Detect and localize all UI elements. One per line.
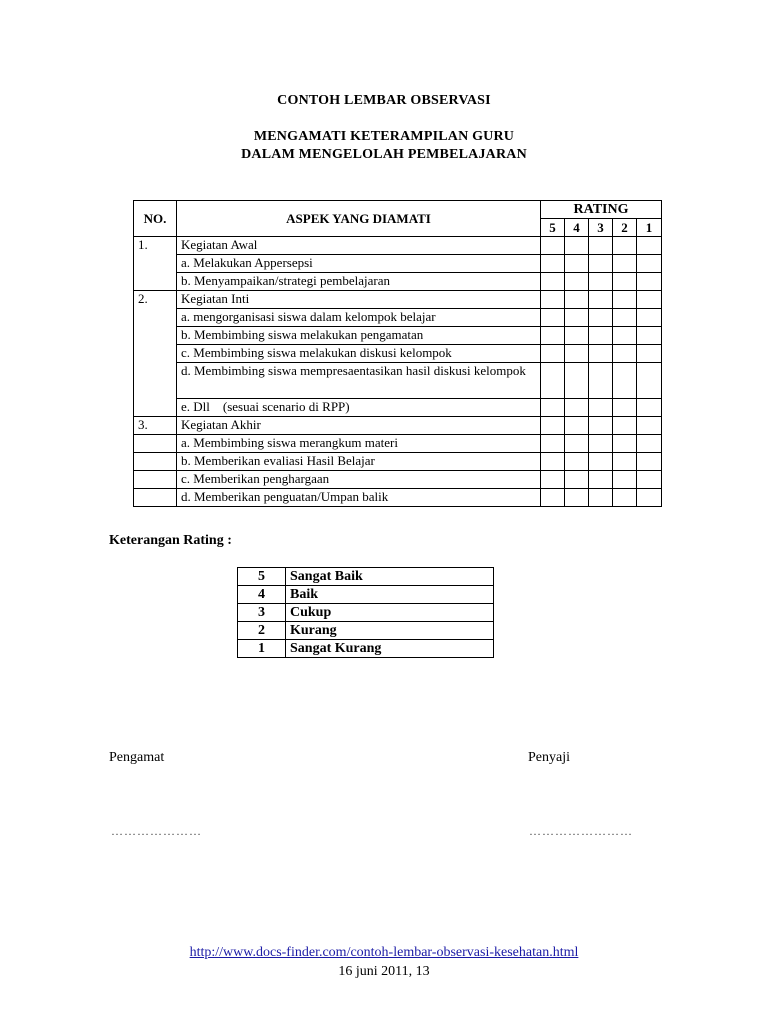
rating-cell[interactable]	[565, 327, 589, 345]
rating-cell[interactable]	[589, 309, 613, 327]
rating-cell[interactable]	[565, 489, 589, 507]
rating-cell[interactable]	[589, 471, 613, 489]
document-subtitle-line1: MENGAMATI KETERAMPILAN GURU	[253, 129, 515, 144]
rating-cell[interactable]	[613, 435, 637, 453]
observation-table	[133, 200, 662, 507]
legend-number: 3	[238, 604, 286, 622]
document-subtitle-line2: DALAM MENGELOLAH PEMBELAJARAN	[241, 147, 527, 162]
header-rating: RATING	[541, 201, 662, 219]
keterangan-rating-label: Keterangan Rating :	[109, 533, 232, 548]
rating-cell[interactable]	[541, 435, 565, 453]
header-aspek: ASPEK YANG DIAMATI	[177, 201, 541, 237]
legend-label: Baik	[286, 586, 494, 604]
rating-legend-table	[237, 567, 494, 658]
rating-cell[interactable]	[565, 273, 589, 291]
aspek-cell: Kegiatan Awal	[177, 237, 541, 255]
rating-cell[interactable]	[589, 453, 613, 471]
rating-cell[interactable]	[541, 327, 565, 345]
legend-row	[238, 604, 494, 622]
aspek-cell: b. Membimbing siswa melakukan pengamatan	[177, 327, 541, 345]
aspek-cell: c. Memberikan penghargaan	[177, 471, 541, 489]
rating-cell[interactable]	[541, 471, 565, 489]
source-link[interactable]: http://www.docs-finder.com/contoh-lembar-observasi-kesehatan.html	[189, 945, 579, 960]
rating-cell[interactable]	[637, 363, 662, 399]
rating-cell[interactable]	[565, 309, 589, 327]
rating-cell[interactable]	[565, 237, 589, 255]
rating-cell[interactable]	[613, 291, 637, 309]
rating-cell[interactable]	[541, 453, 565, 471]
rating-cell[interactable]	[613, 399, 637, 417]
legend-number: 4	[238, 586, 286, 604]
rating-cell[interactable]	[637, 453, 662, 471]
rating-cell[interactable]	[541, 489, 565, 507]
rating-cell[interactable]	[637, 489, 662, 507]
rating-cell[interactable]	[541, 417, 565, 435]
rating-cell[interactable]	[565, 435, 589, 453]
rating-cell[interactable]	[637, 291, 662, 309]
legend-number: 5	[238, 568, 286, 586]
rating-cell[interactable]	[613, 489, 637, 507]
rating-cell[interactable]	[541, 273, 565, 291]
rating-cell[interactable]	[565, 453, 589, 471]
rating-cell[interactable]	[565, 255, 589, 273]
legend-number: 1	[238, 640, 286, 658]
row-number	[134, 435, 177, 453]
legend-label: Sangat Kurang	[286, 640, 494, 658]
rating-cell[interactable]	[637, 435, 662, 453]
rating-cell[interactable]	[637, 327, 662, 345]
rating-cell[interactable]	[613, 273, 637, 291]
legend-row	[238, 568, 494, 586]
row-number	[134, 489, 177, 507]
legend-label: Kurang	[286, 622, 494, 640]
aspek-cell: b. Memberikan evaliasi Hasil Belajar	[177, 453, 541, 471]
rating-cell[interactable]	[565, 417, 589, 435]
signature-label-penyaji: Penyaji	[528, 750, 570, 765]
rating-cell[interactable]	[565, 345, 589, 363]
rating-cell[interactable]	[637, 237, 662, 255]
rating-cell[interactable]	[589, 327, 613, 345]
rating-level: 1	[637, 219, 662, 237]
rating-cell[interactable]	[613, 309, 637, 327]
rating-cell[interactable]	[541, 255, 565, 273]
legend-label: Sangat Baik	[286, 568, 494, 586]
aspek-cell: Kegiatan Inti	[177, 291, 541, 309]
legend-row	[238, 622, 494, 640]
rating-cell[interactable]	[589, 489, 613, 507]
rating-cell[interactable]	[613, 345, 637, 363]
aspek-cell: e. Dll (sesuai scenario di RPP)	[177, 399, 541, 417]
signature-line-pengamat: …………………	[111, 824, 202, 838]
rating-cell[interactable]	[637, 273, 662, 291]
rating-cell[interactable]	[589, 291, 613, 309]
rating-cell[interactable]	[637, 471, 662, 489]
rating-cell[interactable]	[541, 237, 565, 255]
rating-cell[interactable]	[613, 453, 637, 471]
rating-cell[interactable]	[589, 237, 613, 255]
rating-cell[interactable]	[541, 345, 565, 363]
row-number: 2.	[134, 291, 177, 417]
rating-cell[interactable]	[637, 417, 662, 435]
rating-cell[interactable]	[541, 309, 565, 327]
rating-cell[interactable]	[613, 471, 637, 489]
row-number	[134, 453, 177, 471]
legend-row	[238, 586, 494, 604]
rating-cell[interactable]	[541, 399, 565, 417]
rating-cell[interactable]	[589, 273, 613, 291]
source-link-container	[0, 945, 768, 961]
legend-row	[238, 640, 494, 658]
rating-cell[interactable]	[589, 255, 613, 273]
rating-cell[interactable]	[637, 309, 662, 327]
rating-cell[interactable]	[637, 255, 662, 273]
footer-date: 16 juni 2011, 13	[338, 964, 430, 979]
rating-level: 2	[613, 219, 637, 237]
signature-line-penyaji: ……………………	[529, 824, 633, 838]
rating-cell[interactable]	[541, 363, 565, 399]
rating-cell[interactable]	[589, 417, 613, 435]
rating-cell[interactable]	[589, 399, 613, 417]
aspek-cell: a. Membimbing siswa merangkum materi	[177, 435, 541, 453]
aspek-cell: Kegiatan Akhir	[177, 417, 541, 435]
legend-label: Cukup	[286, 604, 494, 622]
header-no: NO.	[134, 201, 177, 237]
document-title: CONTOH LEMBAR OBSERVASI	[277, 93, 491, 108]
rating-cell[interactable]	[613, 327, 637, 345]
row-number: 1.	[134, 237, 177, 291]
signature-label-pengamat: Pengamat	[109, 750, 165, 765]
rating-cell[interactable]	[637, 345, 662, 363]
aspek-cell: a. Melakukan Appersepsi	[177, 255, 541, 273]
aspek-cell: a. mengorganisasi siswa dalam kelompok belajar	[177, 309, 541, 327]
aspek-cell: b. Menyampaikan/strategi pembelajaran	[177, 273, 541, 291]
rating-cell[interactable]	[565, 399, 589, 417]
legend-number: 2	[238, 622, 286, 640]
rating-level: 3	[589, 219, 613, 237]
rating-cell[interactable]	[541, 291, 565, 309]
rating-cell[interactable]	[637, 399, 662, 417]
rating-cell[interactable]	[613, 255, 637, 273]
rating-cell[interactable]	[565, 471, 589, 489]
aspek-cell: d. Memberikan penguatan/Umpan balik	[177, 489, 541, 507]
rating-level: 5	[541, 219, 565, 237]
rating-cell[interactable]	[613, 237, 637, 255]
rating-cell[interactable]	[613, 417, 637, 435]
rating-level: 4	[565, 219, 589, 237]
rating-cell[interactable]	[565, 363, 589, 399]
rating-cell[interactable]	[613, 363, 637, 399]
rating-cell[interactable]	[589, 345, 613, 363]
row-number: 3.	[134, 417, 177, 435]
rating-cell[interactable]	[589, 363, 613, 399]
rating-cell[interactable]	[589, 435, 613, 453]
row-number	[134, 471, 177, 489]
aspek-cell: d. Membimbing siswa mempresaentasikan hasil diskusi kelompok	[177, 363, 541, 399]
rating-cell[interactable]	[565, 291, 589, 309]
aspek-cell: c. Membimbing siswa melakukan diskusi kelompok	[177, 345, 541, 363]
